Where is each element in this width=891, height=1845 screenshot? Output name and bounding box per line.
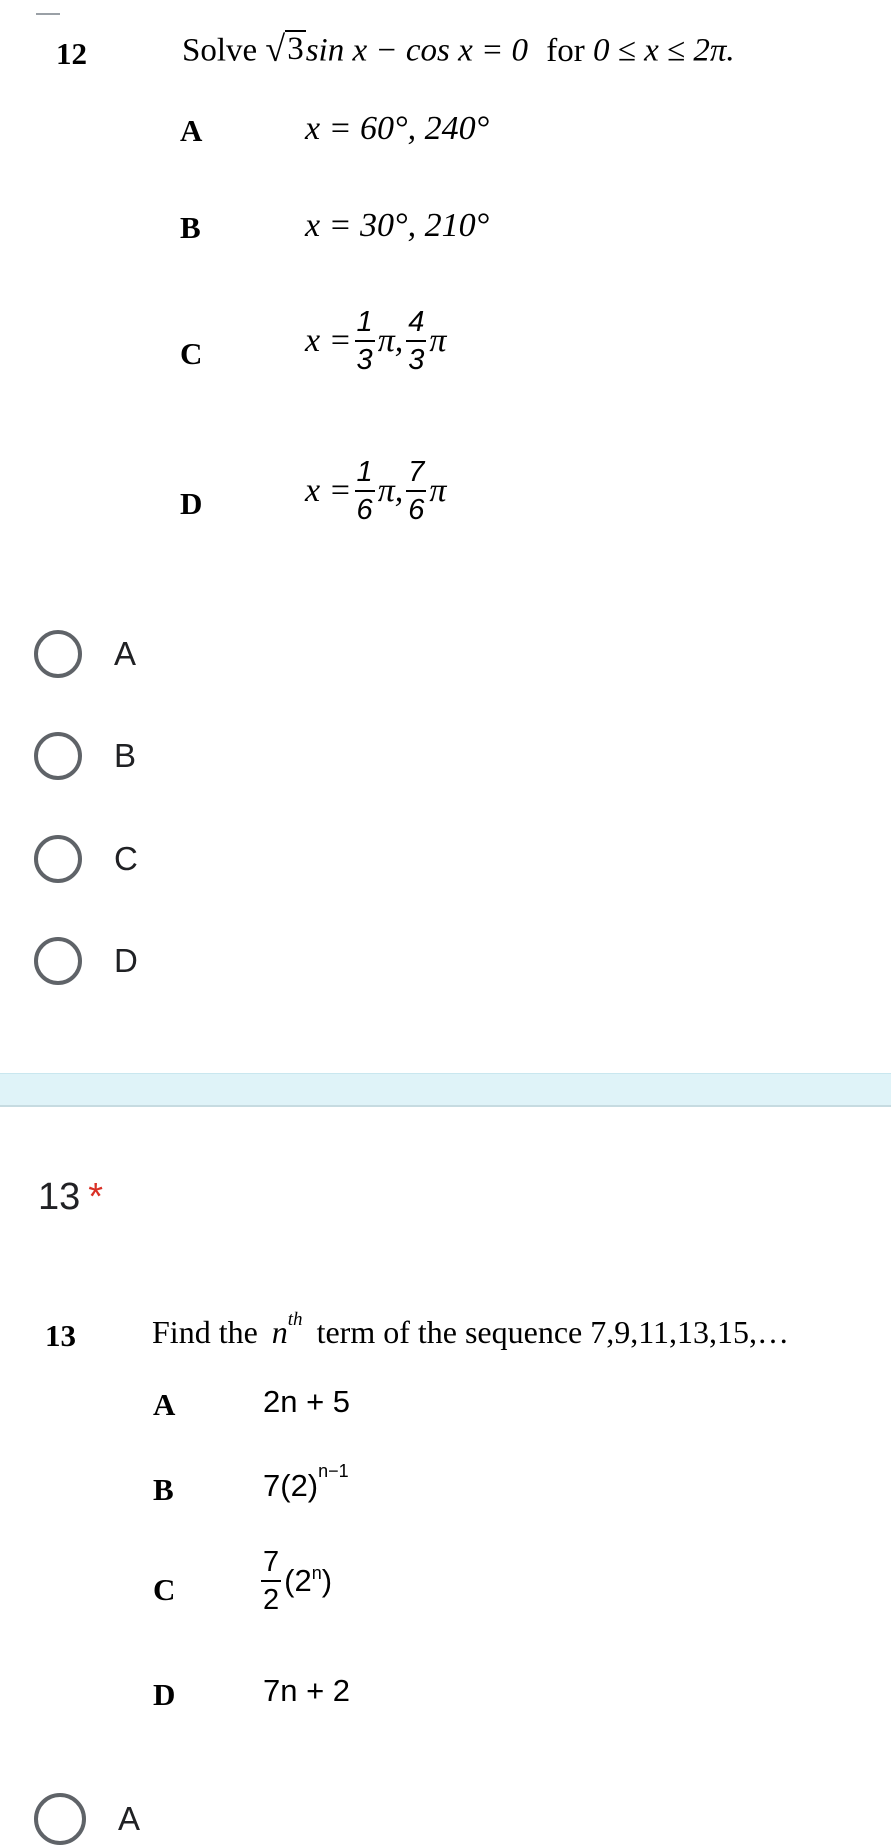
radio-option-c[interactable] [34, 833, 138, 885]
radio-button[interactable] [34, 937, 82, 985]
fraction: $\frac{1}{3}$ [356, 306, 373, 377]
option-value-a: 2n + 5 [263, 1384, 351, 1419]
radio-button[interactable] [34, 630, 82, 678]
option-letter-c: C [180, 336, 203, 371]
fraction: $\frac{1}{6}$ [356, 456, 373, 527]
radio-label: B [114, 737, 137, 774]
fraction: $\frac{7}{2}$ [263, 1546, 280, 1617]
radio-button[interactable] [34, 835, 82, 883]
option-value-d: x = $\frac{1}{6}$ π, $\frac{7}{6}$ π [305, 456, 447, 527]
question-13-image [0, 1290, 891, 1750]
for-word: for [546, 32, 585, 69]
question-number: 13 [45, 1318, 76, 1353]
radio-option-b[interactable] [34, 730, 136, 782]
option-letter-d: D [180, 486, 203, 521]
radio-button[interactable] [34, 1793, 86, 1845]
sqrt-expression: √ 3 [265, 28, 304, 69]
option-value-b: x = 30°, 210° [305, 207, 490, 244]
option-letter-a: A [180, 113, 203, 148]
radio-option-a[interactable] [34, 628, 136, 680]
option-value-d: 7n + 2 [263, 1673, 351, 1708]
radio-option-d[interactable] [34, 935, 138, 987]
option-value-c: x = $\frac{1}{3}$ π, $\frac{4}{3}$ π [305, 306, 447, 377]
radio-label: A [114, 635, 137, 672]
question-stem [182, 30, 735, 70]
fraction: $\frac{4}{3}$ [408, 306, 425, 377]
radio-label: D [114, 942, 138, 979]
range: 0 ≤ x ≤ 2π. [593, 32, 735, 69]
option-value-b: $7(2)^{n-1}$ [263, 1460, 349, 1503]
question-12-image [0, 0, 891, 600]
question-divider [0, 1073, 891, 1107]
option-letter-d: D [153, 1677, 176, 1712]
solve-word: Solve [182, 32, 258, 69]
radio-label: C [114, 840, 138, 877]
fraction: $\frac{7}{6}$ [408, 456, 425, 527]
radio-button[interactable] [34, 732, 82, 780]
question-number: 12 [56, 36, 87, 71]
question-title: 13 * [38, 1176, 104, 1218]
option-letter-c: C [153, 1572, 176, 1607]
option-letter-b: B [153, 1472, 174, 1507]
option-value-a: x = 60°, 240° [305, 110, 490, 147]
required-marker: * [88, 1176, 104, 1218]
question-stem: Find the $n^{th}$ term of the sequence 7,9,11,13,15,… [152, 1309, 790, 1350]
radio-label: A [118, 1800, 141, 1837]
option-letter-a: A [153, 1387, 176, 1422]
equation-tail: sin x − cos x = 0 [305, 32, 529, 69]
option-letter-b: B [180, 210, 201, 245]
option-value-c: $\frac{7}{2}$ (2 $^n$ ) [263, 1546, 333, 1617]
